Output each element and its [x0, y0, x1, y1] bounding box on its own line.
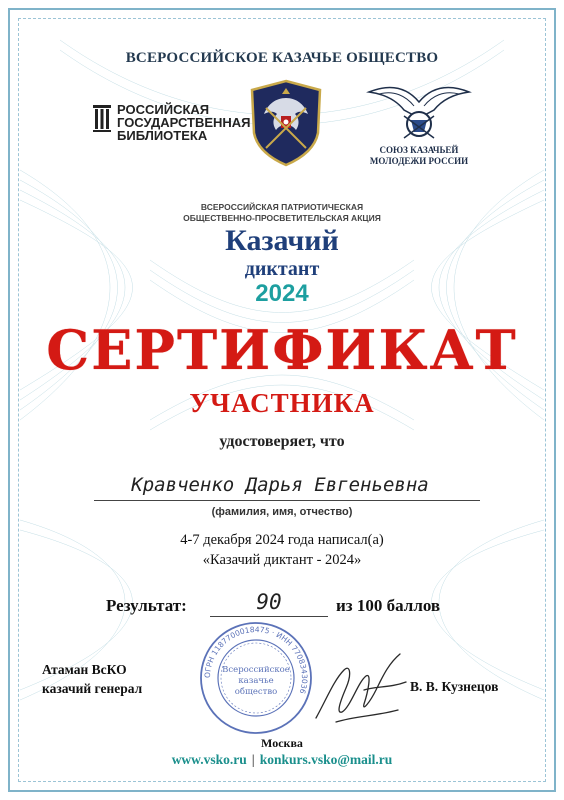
statement-line: 4-7 декабря 2024 года написал(а) [180, 532, 384, 548]
youth-union-logo [360, 80, 478, 167]
library-name-line: РОССИЙСКАЯ [117, 102, 210, 117]
participant-name: Кравченко Дарья Евгеньевна [131, 474, 429, 496]
library-name-line: ГОСУДАРСТВЕННАЯ [117, 115, 251, 130]
city-name: Москва [261, 736, 303, 750]
seal-text-line: Всероссийское [222, 665, 290, 675]
certificate-title: СЕРТИФИКАТ [46, 318, 518, 382]
footer-links [0, 752, 564, 768]
dictation-subtitle: диктант [244, 258, 320, 280]
email-link[interactable]: konkurs.vsko@mail.ru [259, 752, 393, 767]
website-link[interactable]: www.vsko.ru [171, 752, 247, 767]
ataman-line: казачий генерал [42, 681, 143, 696]
library-name-line: БИБЛИОТЕКА [117, 128, 208, 143]
statement-line: «Казачий диктант - 2024» [202, 552, 362, 568]
dictation-year: 2024 [255, 280, 309, 307]
result-label: Результат: [106, 596, 187, 615]
action-line: ВСЕРОССИЙСКАЯ ПАТРИОТИЧЕСКАЯ [200, 202, 364, 212]
result-underline [210, 616, 328, 617]
ataman-title [42, 660, 142, 698]
seal-text-line: общество [234, 687, 278, 697]
certificate-subtitle: УЧАСТНИКА [189, 388, 375, 418]
participation-statement [0, 530, 564, 570]
handwritten-signature-icon [306, 640, 416, 730]
result-suffix: из 100 баллов [336, 596, 441, 615]
youth-union-name-line: СОЮЗ КАЗАЧЬЕЙ [379, 145, 459, 155]
seal-ring-text: ОГРН 1187700018475 · ИНН 7708343036 [202, 624, 310, 695]
name-caption: (фамилия, имя, отчество) [211, 506, 353, 518]
winged-emblem-icon [364, 80, 474, 142]
result-value: 90 [256, 590, 282, 614]
ataman-line: Атаман ВсКО [42, 662, 127, 677]
youth-union-name-line: МОЛОДЕЖИ РОССИИ [369, 156, 469, 166]
action-description [0, 202, 564, 224]
official-seal-icon [198, 620, 314, 736]
name-underline [94, 500, 480, 501]
seal-text-line: казачье [238, 676, 274, 686]
footer-separator: | [251, 752, 255, 767]
action-line: ОБЩЕСТВЕННО-ПРОСВЕТИТЕЛЬСКАЯ АКЦИЯ [183, 213, 381, 223]
library-columns-icon [92, 103, 112, 133]
library-logo [92, 103, 251, 142]
dictation-title: Казачий [225, 224, 339, 257]
certifies-text: удостоверяет, что [219, 433, 345, 450]
eagle-shield-emblem-icon [246, 78, 326, 168]
organization-title: ВСЕРОССИЙСКОЕ КАЗАЧЬЕ ОБЩЕСТВО [125, 50, 439, 66]
signer-name: В. В. Кузнецов [410, 679, 499, 694]
